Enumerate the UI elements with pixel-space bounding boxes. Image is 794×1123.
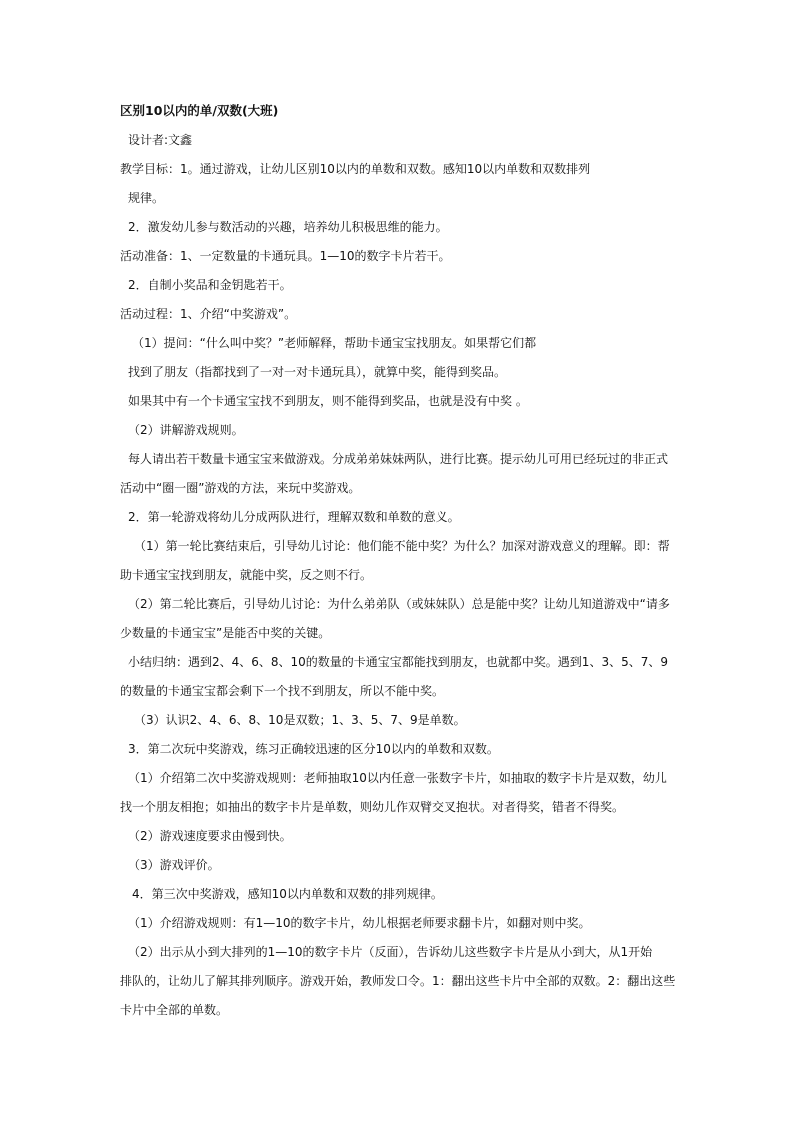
paragraph-line: （2）出示从小到大排列的1—10的数字卡片（反面），告诉幼儿这些数字卡片是从小到大，从1开始 (128, 945, 653, 959)
paragraph-line: （3）认识2、4、6、8、10是双数；1、3、5、7、9是单数。 (134, 713, 466, 727)
paragraph-line: 3．第二次玩中奖游戏，练习正确较迅速的区分10以内的单数和双数。 (128, 742, 499, 756)
paragraph-line: （3）游戏评价。 (128, 858, 220, 872)
paragraph-line: 2．自制小奖品和金钥匙若干。 (128, 278, 292, 292)
paragraph-line: （1）第一轮比赛结束后，引导幼儿讨论：他们能不能中奖？为什么？加深对游戏意义的理解。即：帮 (134, 539, 670, 553)
paragraph-line: 的数量的卡通宝宝都会剩下一个找不到朋友，所以不能中奖。 (120, 684, 445, 698)
paragraph-line: （2）讲解游戏规则。 (128, 423, 244, 437)
paragraph-line: 小结归纳：遇到2、4、6、8、10的数量的卡通宝宝都能找到朋友，也就都中奖。遇到1、3、5、7、9 (128, 655, 668, 669)
paragraph-line: 排队的，让幼儿了解其排列顺序。游戏开始，教师发口令。1：翻出这些卡片中全部的双数。2：翻出这些 (120, 974, 676, 988)
paragraph-line: 2．第一轮游戏将幼儿分成两队进行，理解双数和单数的意义。 (128, 510, 460, 524)
paragraph-line: 每人请出若干数量卡通宝宝来做游戏。分成弟弟妹妹两队，进行比赛。提示幼儿可用已经玩过的非正式 (128, 452, 669, 466)
paragraph-line: （2）游戏速度要求由慢到快。 (128, 829, 292, 843)
paragraph-line: （1）介绍第二次中奖游戏规则：老师抽取10以内任意一张数字卡片，如抽取的数字卡片是双数，幼儿 (128, 771, 667, 785)
paragraph-line: 规律。 (128, 191, 165, 205)
paragraph-line: 找一个朋友相抱；如抽出的数字卡片是单数，则幼儿作双臂交叉抱状。对者得奖，错者不得奖。 (120, 800, 625, 814)
paragraph-line: 卡片中全部的单数。 (120, 1003, 229, 1017)
document-title: 区别10以内的单/双数(大班) (120, 103, 279, 118)
paragraph-line: 4．第三次中奖游戏，感知10以内单数和双数的排列规律。 (132, 887, 443, 901)
paragraph-line: 活动准备：1、一定数量的卡通玩具。1—10的数字卡片若干。 (120, 249, 451, 263)
paragraph-line: （1）介绍游戏规则：有1—10的数字卡片，幼儿根据老师要求翻卡片，如翻对则中奖。 (128, 916, 591, 930)
paragraph-line: 助卡通宝宝找到朋友，就能中奖，反之则不行。 (120, 568, 373, 582)
paragraph-line: 活动过程：1、介绍“中奖游戏”。 (120, 307, 297, 321)
paragraph-line: 少数量的卡通宝宝”是能否中奖的关键。 (120, 626, 331, 640)
paragraph-line: （1）提问：“什么叫中奖？”老师解释，帮助卡通宝宝找朋友。如果帮它们都 (132, 336, 537, 350)
paragraph-line: 教学目标：1。通过游戏，让幼儿区别10以内的单数和双数。感知10以内单数和双数排列 (120, 162, 591, 176)
paragraph-line: 找到了朋友（指都找到了一对一对卡通玩具），就算中奖，能得到奖品。 (128, 365, 507, 379)
paragraph-line: 活动中“圈一圈”游戏的方法，来玩中奖游戏。 (120, 481, 361, 495)
paragraph-line: （2）第二轮比赛后，引导幼儿讨论：为什么弟弟队（或妹妹队）总是能中奖？让幼儿知道游戏中“请多 (128, 597, 670, 611)
paragraph-line: 2．激发幼儿参与数活动的兴趣，培养幼儿积极思维的能力。 (128, 220, 448, 234)
designer-line: 设计者:文鑫 (128, 133, 193, 147)
paragraph-line: 如果其中有一个卡通宝宝找不到朋友，则不能得到奖品，也就是没有中奖 。 (128, 394, 528, 408)
